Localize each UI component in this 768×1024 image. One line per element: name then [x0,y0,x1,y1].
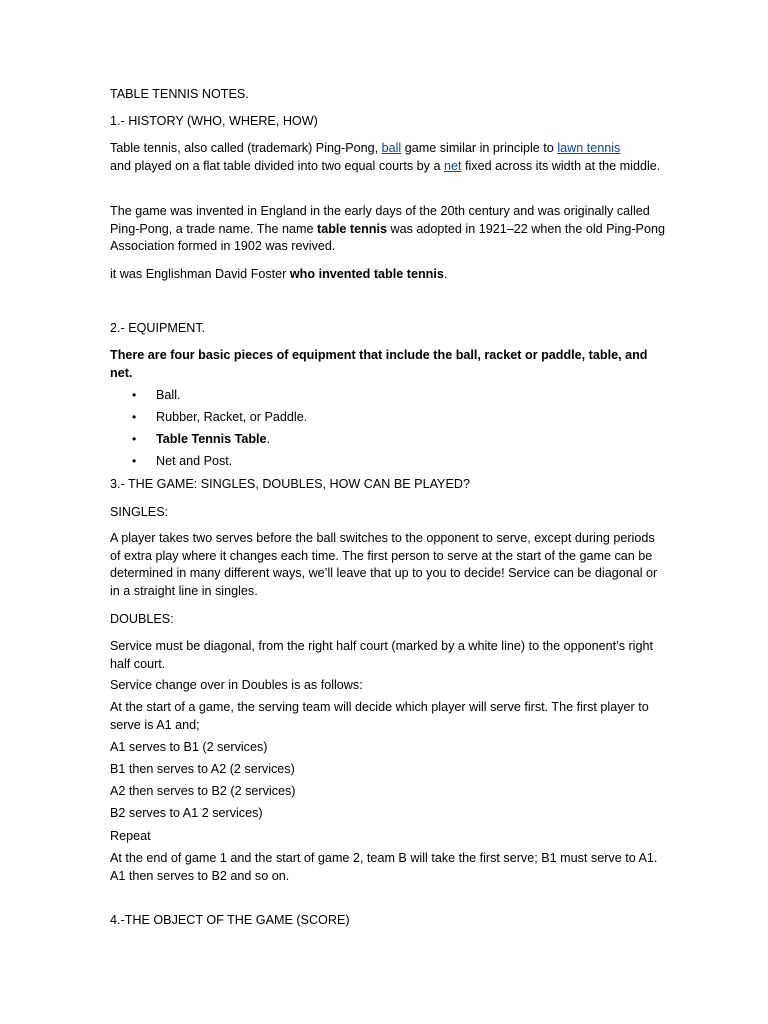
history-heading: 1.- HISTORY (WHO, WHERE, HOW) [110,114,318,128]
doubles-label: DOUBLES: [110,612,174,626]
start-paragraph: At the start of a game, the serving team will decide which player will serve first. The first player to serve is A1 and; [110,700,649,732]
bullet-icon: • [132,454,137,468]
bullet-icon: • [132,410,137,424]
document-page: TABLE TENNIS NOTES. 1.- HISTORY (WHO, WHERE, HOW) Table tennis, also called (trademark) Ping-Pong, ball game similar in principle to lawn tennis and played on a flat table divided into two equal courts by a net fixed across its width at the middle. The game was invented in England in the early days of the 20th century and was originally called Ping-Pong, a trade name. The name table tennis was adopted in 1921–22 when the old Ping-Pong Association formed in 1902 was revived. it was Englishman David Foster who invented table tennis. 2.- EQUIPMENT. There are four basic pieces of equipment that include the ball, racket or paddle, table, and net. • Ball. • Rubber, Racket, or Paddle. • Table Tennis Table. • Net and Post. 3.- THE GAME: SINGLES, DOUBLES, HOW CAN BE PLAYED? SINGLES: A player takes two serves before the ball switches to the opponent to serve, except during periods of extra play where it changes each time. The first person to serve at the start of the game can be determined in many different ways, we’ll leave that up to you to decide! Service can be diagonal or in a straight line in singles. DOUBLES: Service must be diagonal, from the right half court (marked by a white line) to the opponent’s right half court. Service change over in Doubles is as follows: At the start of a game, the serving team will decide which player will serve first. The first player to serve is A1 and; A1 serves to B1 (2 services) B1 then serves to A2 (2 services) A2 then serves to B2 (2 services) B2 serves to A1 2 services) Repeat At the end of game 1 and the start of game 2, team B will take the first serve; B1 must serve to A1. A1 then serves to B2 and so on. 4.-THE OBJECT OF THE GAME (SCORE) [0,0,768,1024]
game-heading: 3.- THE GAME: SINGLES, DOUBLES, HOW CAN BE PLAYED? [110,477,470,491]
document-title: TABLE TENNIS NOTES. [110,87,249,101]
equipment-heading: 2.- EQUIPMENT. [110,321,206,335]
equipment-intro: There are four basic pieces of equipment that include the ball, racket or paddle, table, and net. [110,348,648,380]
bullet-icon: • [132,432,137,446]
history-paragraph-1: Table tennis, also called (trademark) Ping-Pong, ball game similar in principle to lawn tennis and played on a flat table divided into two equal courts by a net fixed across its width at the middle. [110,141,661,173]
inventor-bold: who invented table tennis [289,267,444,281]
singles-label: SINGLES: [110,505,169,519]
repeat-text: Repeat [110,829,151,843]
doubles-paragraph: Service must be diagonal, from the right half court (marked by a white line) to the opponent’s right half court. [110,639,653,671]
sequence-line: A2 then serves to B2 (2 services) [110,784,296,798]
object-heading: 4.-THE OBJECT OF THE GAME (SCORE) [110,913,350,927]
net-link[interactable]: net [443,158,462,173]
sequence-line: B1 then serves to A2 (2 services) [110,762,295,776]
singles-paragraph: A player takes two serves before the ball switches to the opponent to serve, except during periods of extra play where it changes each time. The first person to serve at the start of the game can be determined in many different ways, we’ll leave that up to you to decide! Service can be diagonal or in a straight line in singles. [110,531,658,598]
history-paragraph-2: The game was invented in England in the early days of the 20th century and was originally called Ping-Pong, a trade name. The name table tennis was adopted in 1921–22 when the old Ping-Pong Association formed in 1902 was revived. [110,204,665,254]
end-paragraph: At the end of game 1 and the start of game 2, team B will take the first serve; B1 must serve to A1. A1 then serves to B2 and so on. [110,851,658,883]
sequence-line: A1 serves to B1 (2 services) [110,740,268,754]
history-paragraph-3: it was Englishman David Foster who invented table tennis. [110,267,448,281]
ball-link[interactable]: ball [381,141,402,155]
lawn-tennis-link[interactable]: lawn tennis [557,141,621,155]
changeover-text: Service change over in Doubles is as follows: [110,678,363,692]
bullet-icon: • [132,388,137,402]
sequence-line: B2 serves to A1 2 services) [110,806,263,820]
table-tennis-bold: table tennis [317,221,387,236]
